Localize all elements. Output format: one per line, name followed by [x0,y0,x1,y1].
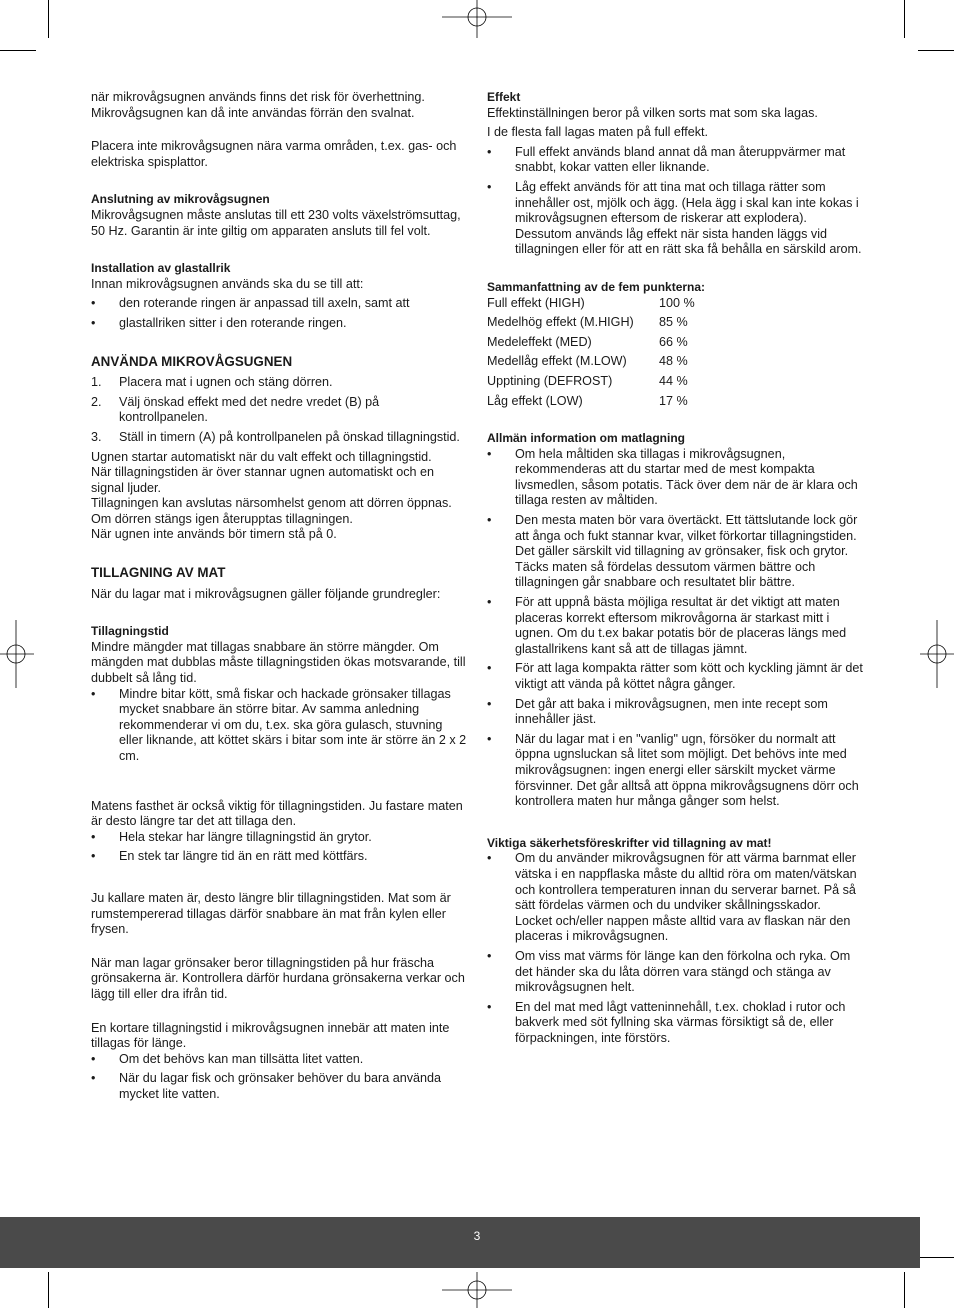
list-item [91,830,467,846]
bullet-icon: • [91,686,96,701]
bullet-icon: • [91,1051,96,1066]
anvanda-steps-list [91,375,467,445]
list-item [487,447,865,509]
list-item [487,732,865,810]
bullet-icon: • [487,595,492,610]
bullet-icon: • [487,513,492,528]
registration-mark-left [0,620,34,688]
anslutning-heading: Anslutning av mikrovågsugnen [91,192,270,207]
table-row [487,315,695,335]
page-footer-bar [0,1217,920,1268]
step-number: 1. [91,375,102,390]
anvanda-line: När ugnen inte används bör timern stå på 0. [91,527,337,542]
bullet-icon: • [487,179,492,194]
summary-heading: Sammanfattning av de fem punkterna: [487,279,706,294]
anvanda-line: När tillagningstiden är över stannar ugnen automatiskt och en signal ljuder. [91,465,435,495]
anvanda-line: Ugnen startar automatiskt när du valt effekt och tillagningstid. [91,449,432,464]
list-item-text: glastallriken sitter i den roterande ringen. [119,315,347,330]
bullet-icon: • [487,696,492,711]
list-item [91,849,467,865]
fasthet-bullet-list [91,830,467,865]
summary-value: 100 % [659,295,695,310]
list-item [487,661,865,692]
tillagning-intro: När du lagar mat i mikrovågsugnen gäller följande grundregler: [91,586,441,601]
list-item [487,145,865,176]
list-item-extra-text: Locket och/eller nappen måste alltid vara av flaskan när den placeras i mikrovågsugnen. [515,913,851,944]
list-item [91,430,467,446]
bullet-icon: • [91,1071,96,1086]
summary-label: Låg effekt (LOW) [487,393,583,408]
tillagningstid-paragraph: Mindre mängder mat tillagas snabbare än större mängder. Om mängden mat dubblas måste tillagningstiden ökas motsvarande, till dubbelt så lång tid. [91,639,466,686]
anvanda-line: Om dörren stängs igen återupptas tillagningen. [91,511,353,526]
registration-mark-bottom [442,1272,512,1308]
crop-mark-bottom-right-h [918,1257,954,1258]
step-text: Placera mat i ugnen och stäng dörren. [119,375,333,390]
crop-mark-bottom-right-v [904,1272,905,1308]
list-item-text: Mindre bitar kött, små fiskar och hackade grönsaker tillagas mycket snabbare än större bitar. Av samma anledning rekommenderar vi om du, t.ex. ska göra gulasch, stuvning eller liknande, att köttet skärs i bitar som inte är större än 2 x 2 cm. [119,686,467,763]
list-item [91,316,467,332]
list-item-text: Full effekt används bland annat då man återuppvärmer mat snabbt, kokar vatten eller liknande. [515,144,846,175]
left-column [91,90,467,1103]
step-text: Välj önskad effekt med det nedre vredet (B) på kontrollpanelen. [119,394,380,425]
summary-label: Upptining (DEFROST) [487,373,613,388]
summary-value: 44 % [659,373,688,388]
kallare-paragraph: Ju kallare maten är, desto längre blir tillagningstiden. Mat som är rumstempererad tillagas därför snabbare än mat från kylen eller frysen. [91,890,451,937]
list-item [487,949,865,996]
allman-heading: Allmän information om matlagning [487,431,686,446]
anslutning-paragraph: Mikrovågsugnen måste anslutas till ett 230 volts växelströmsuttag, 50 Hz. Garantin är inte giltig om apparaten ansluts till fel volt. [91,207,461,238]
effekt-heading: Effekt [487,90,521,104]
crop-mark-top-left-v [48,0,49,38]
list-item-text: den roterande ringen är anpassad till axeln, samt att [119,296,410,311]
summary-label: Medellåg effekt (M.LOW) [487,354,627,369]
list-item [91,296,467,312]
summary-label: Medelhög effekt (M.HIGH) [487,315,634,330]
bullet-icon: • [487,446,492,461]
viktiga-heading: Viktiga säkerhetsföreskrifter vid tillagning av mat! [487,835,772,850]
anvanda-line: Tillagningen kan avslutas närsomhelst genom att dörren öppnas. [91,496,452,511]
list-item-text: Om det behövs kan man tillsätta litet vatten. [119,1051,364,1066]
step-number: 3. [91,429,102,444]
list-item [487,595,865,657]
list-item [91,687,467,765]
list-item-text: Om hela måltiden ska tillagas i mikrovågsugnen, rekommenderas att du startar med de mest kompakta livsmedlen, såsom potatis. Täck över dem när de är klara och tillaga resten av måltiden. [515,446,858,508]
installation-heading: Installation av glastallrik [91,261,231,276]
step-text: Ställ in timern (A) på kontrollpanelen på önskad tillagningstid. [119,429,460,444]
list-item-text: En stek tar längre tid än en rätt med köttfärs. [119,849,368,864]
tillagning-heading: TILLAGNING AV MAT [91,565,226,581]
crop-mark-top-right-v [904,0,905,38]
right-column [487,90,865,1046]
list-item-text: Hela stekar har längre tillagningstid än grytor. [119,829,372,844]
bullet-icon: • [91,849,96,864]
registration-mark-right [920,620,954,688]
effekt-paragraph-2: I de flesta fall lagas maten på full effekt. [487,125,708,140]
list-item-text: Den mesta maten bör vara övertäckt. Ett tättslutande lock gör att ånga och fukt stannar kvar, vilket förkortar tillagningstiden. Det gäller särskilt vid tillagning av grönsaker, fisk och grytor. Täcks maten så fördelas dessutom värmen bättre och tillagningen går snabbare och resultatet blir bättre. [515,513,858,590]
page-number: 3 [473,1229,481,1243]
list-item [487,697,865,728]
kortare-bullet-list [91,1052,467,1103]
table-row [487,335,695,355]
intro-paragraph-1: när mikrovågsugnen används finns det risk för överhettning. Mikrovågsugnen kan då inte användas förrän den svalnat. [91,90,425,120]
viktiga-bullet-list [487,851,865,1046]
list-item [91,375,467,391]
installation-paragraph: Innan mikrovågsugnen används ska du se till att: [91,276,364,291]
summary-value: 85 % [659,315,688,330]
list-item [487,1000,865,1047]
effekt-paragraph-1: Effektinställningen beror på vilken sorts mat som ska lagas. [487,105,818,120]
list-item-text: En del mat med lågt vatteninnehåll, t.ex. choklad i rutor och bakverk med söt fyllning ska värmas försiktigt så de, eller förpackningen, inte förstörs. [515,999,846,1045]
registration-mark-top [442,0,512,38]
summary-label: Full effekt (HIGH) [487,295,585,310]
summary-label: Medeleffekt (MED) [487,334,592,349]
step-number: 2. [91,394,102,409]
crop-mark-top-left-h [0,50,36,51]
bullet-icon: • [91,829,96,844]
fasthet-paragraph: Matens fasthet är också viktig för tillagningstiden. Ju fastare maten är desto längre tar det att tillaga den. [91,798,463,829]
bullet-icon: • [91,296,96,311]
bullet-icon: • [487,851,492,866]
bullet-icon: • [487,144,492,159]
kortare-paragraph: En kortare tillagningstid i mikrovågsugnen innebär att maten inte tillagas för länge. [91,1020,450,1051]
list-item-text: För att uppnå bästa möjliga resultat är det viktigt att maten placeras korrekt eftersom mikrovågorna är starkast mitt i ugnen. Om du t.ex bakar potatis bör de placeras längs med glastallrikens kant så att de tillagas jämnt. [515,595,847,656]
table-row [487,296,695,316]
gronsaker-paragraph: När man lagar grönsaker beror tillagningstiden på hur fräscha grönsakerna är. Kontrollera därför hurdana grönsakerna verkar och lägg till eller dra ifrån tid. [91,955,465,1001]
intro-paragraph-2: Placera inte mikrovågsugnen nära varma områden, t.ex. gas- och elektriska spisplattor. [91,139,457,169]
list-item-text: För att laga kompakta rätter som kött och kyckling jämnt är det viktigt att vända på köttet några gånger. [515,661,863,691]
table-row [487,374,695,394]
crop-mark-top-right-h [918,50,954,51]
table-row [487,354,695,374]
table-row [487,394,695,414]
anvanda-heading: ANVÄNDA MIKROVÅGSUGNEN [91,353,293,369]
list-item-text: Det går att baka i mikrovågsugnen, men inte recept som innehåller jäst. [515,696,828,727]
allman-bullet-list [487,447,865,810]
summary-table [487,296,695,414]
list-item [487,851,865,945]
bullet-icon: • [91,315,96,330]
list-item [487,180,865,258]
list-item [91,395,467,426]
bullet-icon: • [487,948,492,963]
summary-value: 17 % [659,393,688,408]
crop-mark-bottom-left-v [48,1272,49,1308]
list-item-text: Om viss mat värms för länge kan den förkolna och ryka. Om det händer ska du låta dörren vara stängd och stänga av mikrovågsugnen helt. [515,948,851,995]
list-item [91,1052,467,1068]
list-item-text: När du lagar fisk och grönsaker behöver du bara använda mycket lite vatten. [119,1071,442,1101]
effekt-bullet-list [487,145,865,258]
list-item [487,513,865,591]
bullet-icon: • [487,999,492,1014]
list-item-text: Låg effekt används för att tina mat och tillaga rätter som innehåller ost, mjölk och ägg. (Hela ägg i skal kan inte kokas i mikrovågsugnen eftersom de riskerar att explodera). Dessutom används låg effekt när sista handen läggs vid tillagningen eller för att en rätt ska få behålla en särskild arom. [515,179,862,257]
bullet-icon: • [487,731,492,746]
tillagningstid-bullet-list [91,687,467,765]
summary-value: 66 % [659,334,688,349]
tillagningstid-heading: Tillagningstid [91,624,169,639]
installation-bullet-list [91,296,467,331]
list-item-text: När du lagar mat i en "vanlig" ugn, försöker du normalt att öppna ugnsluckan så litet som möjligt. Det behövs inte med mikrovågsugnen: ingen energi eller särskilt mycket värme försvinner. Det går alltså att öppna mikrovågsugnens dörr och kontrollera maten hur många gånger som helst. [515,731,859,809]
summary-value: 48 % [659,354,688,369]
list-item [91,1071,467,1102]
list-item-text: Om du använder mikrovågsugnen för att värma barnmat eller vätska i en nappflaska måste du alltid röra om maten/vätskan och kontrollera temperaturen innan du serverar barnet. På så sätt fördelas värmen och du undviker skållningsskador. [515,851,857,913]
bullet-icon: • [487,661,492,676]
